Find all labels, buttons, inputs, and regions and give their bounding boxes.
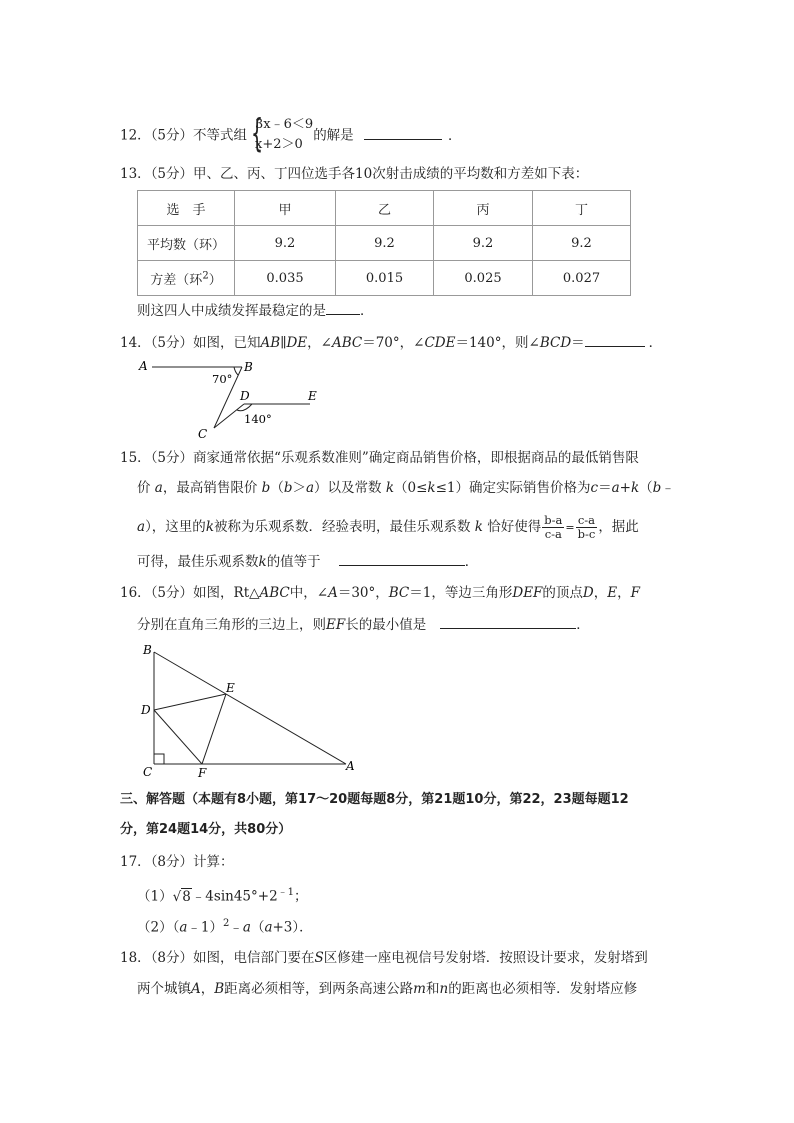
angle-label-140: 140° bbox=[244, 412, 272, 426]
fraction-2 bbox=[576, 514, 598, 541]
q16-abc: ABC bbox=[259, 585, 290, 601]
label-b: B bbox=[244, 360, 253, 374]
question-18-line1 bbox=[120, 948, 648, 968]
q17-p2-text: ﹣1） bbox=[187, 919, 223, 936]
q14-text: ＝140°，则∠ bbox=[455, 335, 540, 351]
table-cell bbox=[138, 261, 235, 296]
var-a: a bbox=[242, 919, 251, 936]
question-17 bbox=[120, 852, 234, 872]
angle-arc-b bbox=[234, 367, 238, 375]
var-k: k bbox=[630, 480, 640, 496]
q17-p2-sup: 2 bbox=[223, 918, 230, 929]
fraction-denominator: c-a bbox=[544, 527, 562, 541]
q16-text: 长的最小值是 bbox=[345, 617, 427, 633]
q13-end: ． bbox=[360, 303, 374, 319]
q17-p2-text: +3）． bbox=[272, 919, 313, 936]
var-n: n bbox=[439, 981, 449, 997]
q18-text: 如图，电信部门要在 bbox=[193, 950, 315, 966]
var-a: a bbox=[264, 919, 273, 936]
q16-answer-blank[interactable] bbox=[440, 614, 576, 629]
fraction-1 bbox=[542, 514, 564, 541]
sqrt-icon: √ bbox=[172, 888, 182, 905]
label-f: F bbox=[198, 766, 207, 780]
angle-label-70: 70° bbox=[212, 372, 233, 386]
q17-p2-text: ﹣ bbox=[229, 919, 243, 936]
q17-p1-label: （1） bbox=[137, 888, 173, 905]
q16-end: ． bbox=[576, 617, 590, 633]
q15-text: 恰好使得 bbox=[487, 519, 542, 535]
q15-text: 价 bbox=[137, 480, 151, 496]
table-row bbox=[138, 226, 631, 261]
q15-text: （0≤ bbox=[394, 480, 428, 496]
q16-text: 中，∠ bbox=[289, 585, 329, 601]
var-s: S bbox=[314, 950, 324, 966]
fraction-denominator: b-c bbox=[577, 527, 596, 541]
var-a: A bbox=[191, 981, 201, 997]
question-16-line1 bbox=[120, 583, 640, 603]
q16-figure bbox=[140, 642, 364, 782]
table-cell: 0.025 bbox=[434, 261, 533, 296]
q15-text: ＞ bbox=[292, 480, 306, 496]
q15-text: （ bbox=[639, 480, 653, 496]
var-b: B bbox=[214, 981, 225, 997]
var-k: k bbox=[258, 554, 267, 570]
label-d: D bbox=[240, 389, 250, 403]
q15-text: ＝ bbox=[598, 480, 612, 496]
table-cell: 0.035 bbox=[235, 261, 336, 296]
q13-question-line bbox=[137, 300, 374, 321]
variance-label: 方差（环 bbox=[150, 272, 203, 288]
q16-def: DEF bbox=[512, 585, 543, 601]
var-k: k bbox=[427, 480, 436, 496]
var-k: k bbox=[474, 519, 483, 535]
q16-d: D bbox=[582, 585, 594, 601]
q15-end: ． bbox=[464, 554, 479, 570]
q14-end: ． bbox=[648, 335, 663, 351]
triangle-ef bbox=[202, 694, 226, 764]
right-angle-mark bbox=[154, 754, 164, 764]
q15-text: 可得，最佳乐观系数 bbox=[137, 554, 259, 570]
q17-p2-label: （2）（ bbox=[137, 919, 180, 936]
side-ba bbox=[154, 652, 346, 764]
label-b: B bbox=[143, 643, 152, 657]
table-cell: 9.2 bbox=[336, 226, 434, 261]
q12-prefix: 不等式组 bbox=[193, 127, 248, 144]
var-a: a bbox=[305, 480, 315, 496]
q15-text: ）以及常数 bbox=[314, 480, 382, 496]
question-13 bbox=[120, 164, 588, 184]
q14-par: ∥ bbox=[280, 335, 287, 351]
table-header-cell: 甲 bbox=[235, 191, 336, 226]
q17-number: 17． bbox=[120, 854, 151, 870]
q16-a: A bbox=[328, 585, 338, 601]
q17-p2-text: （ bbox=[250, 919, 265, 936]
table-header-row bbox=[138, 191, 631, 226]
q17-p1-end: ； bbox=[294, 888, 308, 905]
q18-text: 和 bbox=[425, 981, 440, 997]
var-k: k bbox=[385, 480, 395, 496]
question-15-line2 bbox=[137, 478, 675, 498]
q17-p1-sup: ﹣1 bbox=[277, 887, 295, 898]
q15-answer-blank[interactable] bbox=[339, 551, 465, 566]
q14-score: （5分） bbox=[150, 335, 194, 351]
q14-number: 14． bbox=[120, 335, 151, 351]
q12-eq2: x+2＞0 bbox=[255, 137, 303, 152]
table-cell: 9.2 bbox=[434, 226, 533, 261]
sqrt-radicand: 8 bbox=[182, 888, 191, 905]
q14-figure bbox=[136, 356, 336, 442]
line-cd bbox=[214, 404, 244, 428]
triangle-de bbox=[154, 694, 226, 710]
q16-f: F bbox=[630, 585, 640, 601]
label-a: A bbox=[139, 359, 148, 373]
q16-ef: EF bbox=[326, 617, 346, 633]
var-a: a bbox=[179, 919, 188, 936]
q12-suffix: 的解是 bbox=[313, 127, 354, 144]
q15-text: 商家通常依据“乐观系数准则”确定商品销售价格，即根据商品的最低销售限 bbox=[193, 450, 639, 466]
question-12 bbox=[120, 111, 462, 155]
q13-stem: 甲、乙、丙、丁四位选手各10次射击成绩的平均数和方差如下表： bbox=[193, 166, 589, 182]
q14-answer-blank[interactable] bbox=[585, 332, 645, 347]
q18-text: 的距离也必须相等．发射塔应修 bbox=[448, 981, 638, 997]
q16-text: 分别在直角三角形的三边上，则 bbox=[137, 617, 326, 633]
q16-text: ， bbox=[593, 585, 608, 601]
label-a: A bbox=[346, 759, 355, 773]
table-cell: 平均数（环） bbox=[138, 226, 235, 261]
q16-text: ＝30°， bbox=[337, 585, 389, 601]
variance-close: ） bbox=[208, 272, 222, 288]
var-m: m bbox=[413, 981, 426, 997]
q12-eq1: 3x﹣6＜9 bbox=[255, 117, 314, 132]
table-header-cell: 丙 bbox=[434, 191, 533, 226]
q16-text: 的顶点 bbox=[542, 585, 583, 601]
q15-text: （ bbox=[270, 480, 284, 496]
q15-text: ≤1）确定实际销售价格为 bbox=[435, 480, 591, 496]
var-a: a bbox=[611, 480, 620, 496]
section-3-line2: 分，第24题14分，共80分） bbox=[120, 822, 292, 837]
fraction-numerator: b-a bbox=[544, 513, 563, 527]
var-k: k bbox=[205, 519, 214, 535]
q16-text: 如图，Rt△ bbox=[193, 585, 260, 601]
q15-text: + bbox=[619, 480, 631, 496]
section-3-heading-cont bbox=[120, 820, 291, 840]
q16-e: E bbox=[607, 585, 618, 601]
var-c: c bbox=[590, 480, 599, 496]
q13-number: 13． bbox=[120, 166, 151, 182]
q16-score: （5分） bbox=[150, 585, 194, 601]
q18-text: 两个城镇 bbox=[137, 981, 191, 997]
q18-text: ， bbox=[200, 981, 215, 997]
q18-text: 区修建一座电视信号发射塔．按照设计要求，发射塔到 bbox=[323, 950, 648, 966]
q14-bcd: BCD bbox=[539, 335, 572, 351]
q14-cde: CDE bbox=[424, 335, 456, 351]
var-b: b bbox=[261, 480, 271, 496]
q18-number: 18． bbox=[120, 950, 151, 966]
section-3-line1: 三、解答题（本题有8小题，第17～20题每题8分，第21题10分，第22，23题每题12 bbox=[120, 792, 629, 807]
sqrt-expr bbox=[173, 887, 192, 907]
table-header-cell: 丁 bbox=[533, 191, 631, 226]
q15-text: ，据此 bbox=[598, 519, 639, 535]
question-15-line4 bbox=[137, 551, 478, 572]
q14-text: ＝ bbox=[571, 335, 585, 351]
q18-text: 距离必须相等，到两条高速公路 bbox=[224, 981, 414, 997]
table-cell: 9.2 bbox=[533, 226, 631, 261]
triangle-fd bbox=[154, 710, 202, 764]
inequality-system bbox=[247, 111, 314, 155]
q15-number: 15． bbox=[120, 450, 151, 466]
q17-part-2 bbox=[137, 914, 313, 938]
q13-answer-blank[interactable] bbox=[326, 300, 360, 315]
label-e: E bbox=[226, 681, 235, 695]
question-15-line1 bbox=[120, 448, 639, 468]
label-e: E bbox=[308, 389, 317, 403]
q12-end: ． bbox=[447, 127, 462, 144]
table-cell: 0.015 bbox=[336, 261, 434, 296]
q14-de: DE bbox=[286, 335, 308, 351]
var-a: a bbox=[137, 519, 146, 535]
q14-text: ＝70°，∠ bbox=[362, 335, 425, 351]
fraction-numerator: c-a bbox=[576, 514, 598, 528]
score-table bbox=[137, 190, 631, 296]
label-d: D bbox=[141, 703, 151, 717]
q13-score: （5分） bbox=[150, 166, 194, 182]
q14-text: ，∠ bbox=[307, 335, 332, 351]
q15-text: ，最高销售限价 bbox=[162, 480, 258, 496]
q14-ab: AB bbox=[260, 335, 281, 351]
table-row bbox=[138, 261, 631, 296]
q16-number: 16． bbox=[120, 585, 151, 601]
q16-text: ， bbox=[617, 585, 631, 601]
q15-text: ），这里的 bbox=[145, 519, 206, 535]
table-cell: 0.027 bbox=[533, 261, 631, 296]
q15-text: ﹣ bbox=[661, 480, 675, 496]
q16-text: ＝1，等边三角形 bbox=[409, 585, 513, 601]
q17-part-1 bbox=[137, 883, 308, 907]
q14-text: 如图，已知 bbox=[193, 335, 261, 351]
q16-bc: BC bbox=[388, 585, 410, 601]
brace-icon: { bbox=[251, 111, 264, 155]
var-b: b bbox=[283, 480, 293, 496]
label-c: C bbox=[143, 765, 153, 779]
equals-sign: = bbox=[565, 521, 575, 534]
q17-p1-rest: ﹣4sin45°+2 bbox=[191, 888, 278, 905]
q15-text: 的值等于 bbox=[266, 554, 321, 570]
q15-score: （5分） bbox=[150, 450, 194, 466]
question-16-line2 bbox=[137, 614, 590, 635]
q12-number: 12． bbox=[120, 127, 151, 144]
section-3-heading bbox=[120, 790, 629, 810]
var-a: a bbox=[154, 480, 163, 496]
question-15-line3 bbox=[137, 512, 639, 542]
q12-answer-blank[interactable] bbox=[364, 125, 442, 140]
question-14 bbox=[120, 332, 662, 353]
table-header-cell: 选 手 bbox=[138, 191, 235, 226]
q17-score: （8分） bbox=[150, 854, 194, 870]
q13-question: 则这四人中成绩发挥最稳定的是 bbox=[137, 303, 326, 319]
q18-score: （8分） bbox=[150, 950, 194, 966]
variance-sup: 2 bbox=[202, 270, 209, 282]
q12-score: （5分） bbox=[150, 127, 194, 144]
label-c: C bbox=[198, 427, 208, 441]
var-b: b bbox=[652, 480, 662, 496]
q14-abc: ABC bbox=[331, 335, 363, 351]
q15-text: 被称为乐观系数．经验表明，最佳乐观系数 bbox=[214, 519, 471, 535]
q17-stem: 计算： bbox=[193, 854, 234, 870]
table-cell: 9.2 bbox=[235, 226, 336, 261]
question-18-line2 bbox=[137, 979, 637, 999]
table-header-cell: 乙 bbox=[336, 191, 434, 226]
